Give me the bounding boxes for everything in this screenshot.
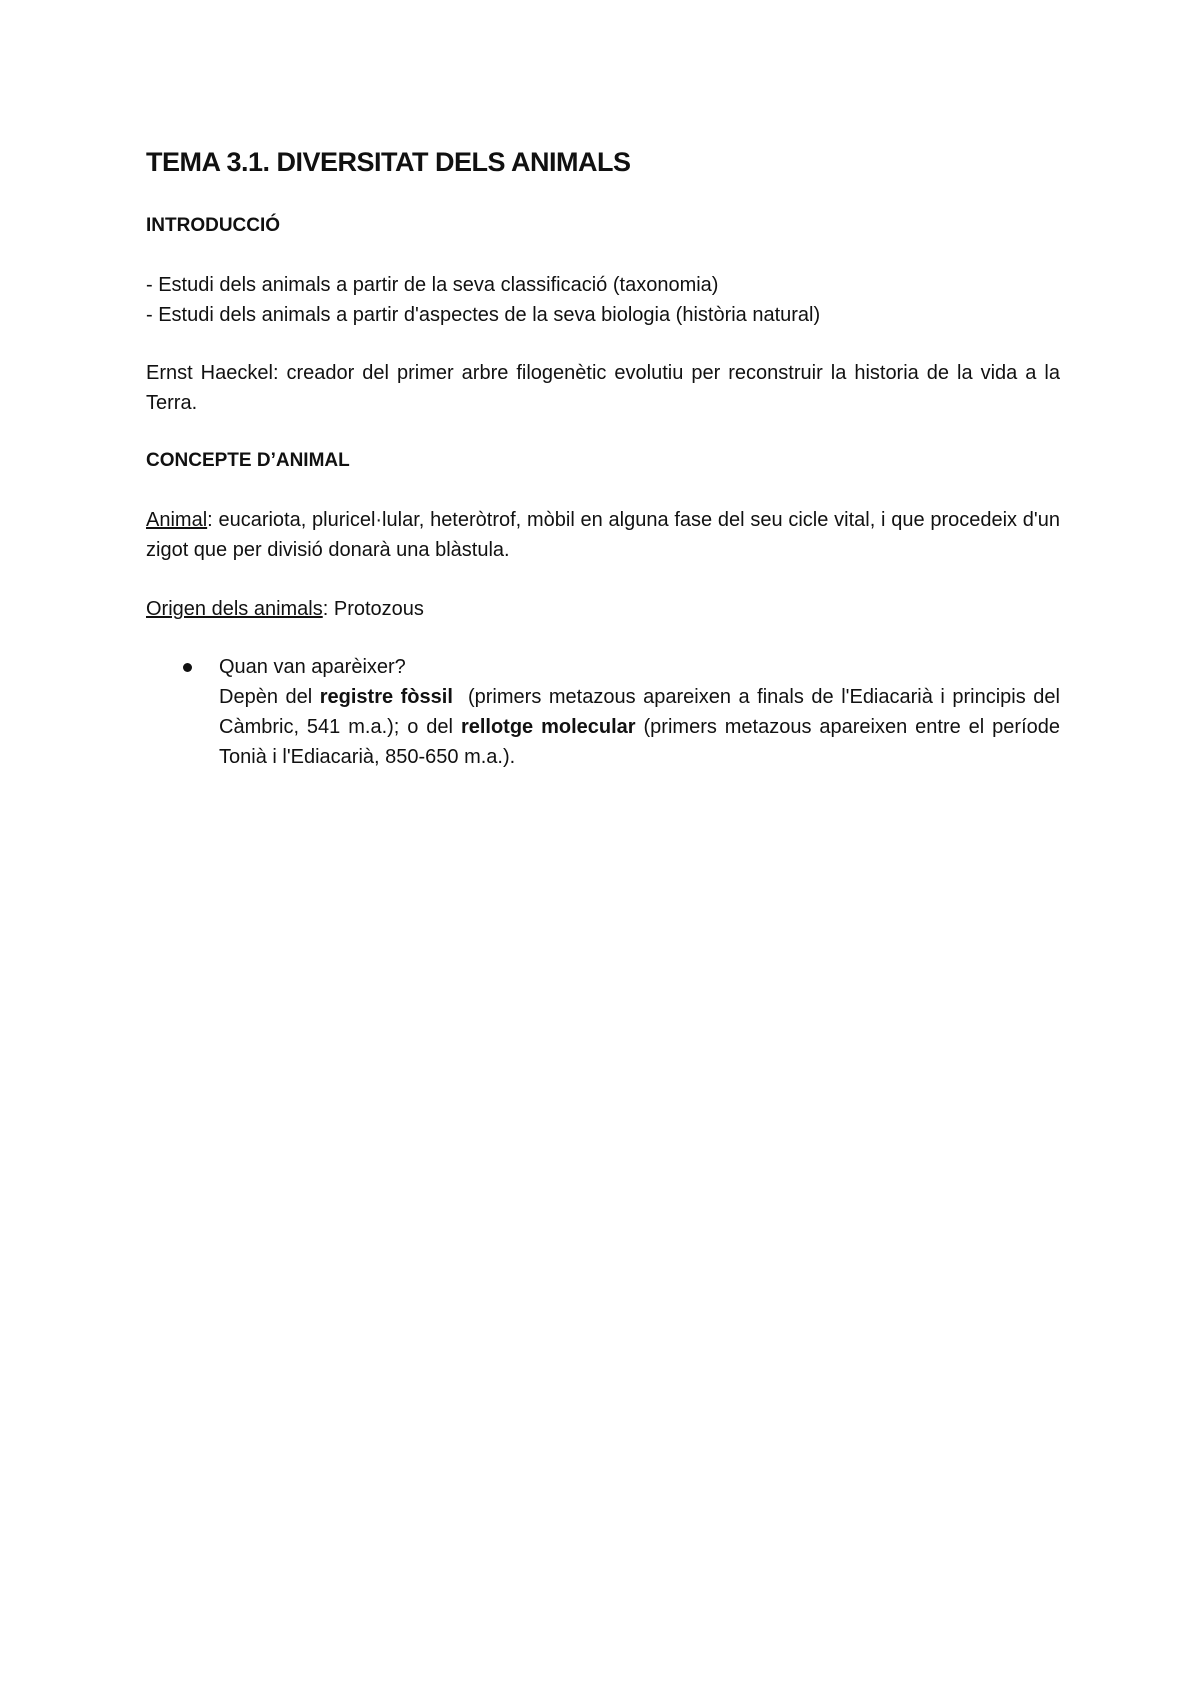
answer-text (219, 682, 1066, 772)
origin-line (146, 594, 424, 624)
document-title: TEMA 3.1. DIVERSITAT DELS ANIMALS (146, 147, 631, 177)
answer-part-2: (primers metazous apareixen a finals de l'Ediacarià i principis del Càmbric, 541 m.a.); o del (219, 686, 1066, 738)
answer-part-3: (primers metazous apareixen entre el període Tonià i l'Ediacarià, 850-650 m.a.). (219, 716, 1061, 768)
intro-line-natural-history: - Estudi dels animals a partir d'aspectes de la seva biologia (història natural) (146, 304, 821, 326)
answer-part-1: Depèn del (219, 686, 320, 708)
list-item (146, 652, 1066, 772)
haeckel-paragraph: Ernst Haeckel: creador del primer arbre filogenètic evolutiu per reconstruir la historia de la vida a la Terra. (146, 362, 1060, 414)
animal-definition-text: : eucariota, pluricel·lular, heteròtrof, mòbil en alguna fase del seu cicle vital, i que procedeix d'un zigot que per divisió donarà una blàstula. (146, 509, 1060, 561)
registre-fossil-term: registre fòssil (319, 686, 453, 708)
origin-value: : Protozous (322, 598, 424, 620)
bullet-icon (183, 663, 192, 672)
concept-heading: CONCEPTE D’ANIMAL (146, 450, 350, 471)
question-text: Quan van aparèixer? (219, 656, 406, 678)
intro-line-taxonomy: - Estudi dels animals a partir de la seva classificació (taxonomia) (146, 274, 719, 296)
intro-heading: INTRODUCCIÓ (146, 215, 281, 236)
animal-definition (146, 505, 1060, 565)
origin-term: Origen dels animals (146, 598, 323, 620)
animal-term: Animal (146, 509, 208, 531)
rellotge-molecular-term: rellotge molecular (460, 716, 636, 738)
appearance-list (146, 652, 1066, 772)
